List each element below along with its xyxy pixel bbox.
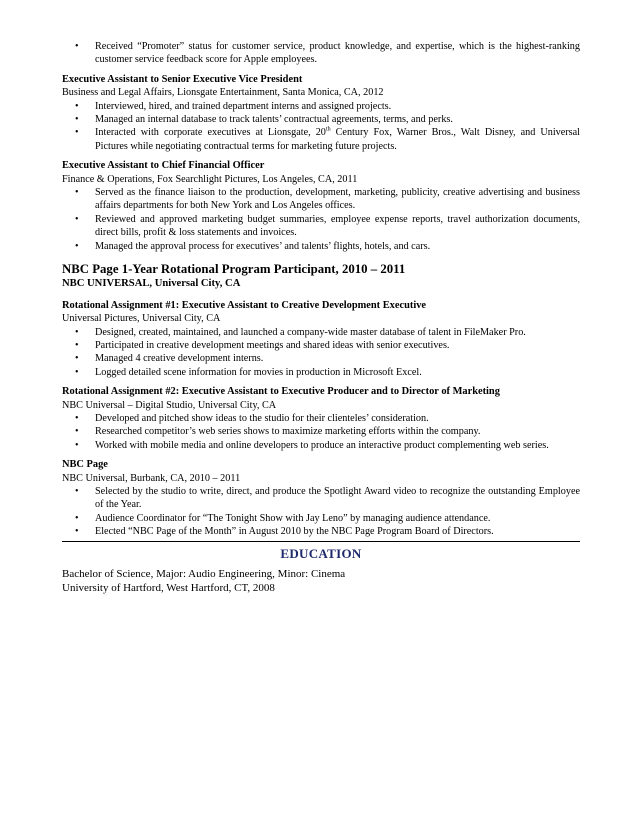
bullet-icon: •	[75, 426, 79, 438]
assignment-bullet-list	[62, 412, 580, 452]
job-title: Executive Assistant to Chief Financial Officer	[62, 160, 265, 172]
assignment-title: Rotational Assignment #2: Executive Assistant to Executive Producer and to Director of Marketing	[62, 386, 500, 398]
bullet-icon: •	[75, 240, 79, 252]
bullet-icon: •	[75, 353, 79, 365]
bullet-icon: •	[75, 526, 79, 538]
assignment-subtitle: NBC Universal, Burbank, CA, 2010 – 2011	[62, 472, 241, 484]
job-title: Executive Assistant to Senior Executive Vice President	[62, 73, 303, 85]
list-item: • Interviewed, hired, and trained department interns and assigned projects.	[75, 100, 392, 112]
list-item	[75, 126, 580, 153]
bullet-icon: •	[75, 187, 79, 199]
bullet-icon: •	[75, 127, 79, 139]
bullet-icon: •	[75, 41, 79, 52]
bullet-icon: •	[75, 213, 79, 225]
resume-page	[62, 40, 580, 595]
apple-bullet-list	[62, 40, 580, 67]
list-item: • Worked with mobile media and online developers to produce an interactive product complementing web series.	[75, 439, 549, 451]
bullet-icon: •	[75, 326, 79, 338]
section-divider	[62, 541, 580, 542]
list-item: • Managed an internal database to track talents’ contractual agreements, terms, and perks.	[75, 114, 453, 126]
assignment-bullet-list	[62, 485, 580, 539]
assignment-subtitle: NBC Universal – Digital Studio, Universal City, CA	[62, 399, 277, 411]
bullet-icon: •	[75, 100, 79, 112]
bullet-icon: •	[75, 412, 79, 424]
assignment-bullet-list	[62, 326, 580, 380]
list-item: • Served as the finance liaison to the production, development, marketing, publicity, creative advertising and business affairs departments for both New York and Los Angeles offices.	[75, 187, 580, 212]
nbc-section	[62, 261, 580, 539]
list-item: • Managed the approval process for executives’ and talents’ flights, hotels, and cars.	[75, 240, 431, 252]
superscript-text: Interacted with corporate executives at Lionsgate, 20th Century Fox, Warner Bros., Walt Disney, and Universal Pictures while negotiating contractual terms for marketing future projects.	[95, 127, 580, 152]
list-item: • Managed 4 creative development interns.	[75, 353, 264, 365]
list-item: • Designed, created, maintained, and launched a company-wide master database of talent in FileMaker Pro.	[75, 326, 526, 338]
list-item: • Reviewed and approved marketing budget summaries, employee expense reports, travel authorization documents, direct bills, profit & loss statements and invoices.	[75, 213, 580, 239]
education-school: University of Hartford, West Hartford, CT, 2008	[62, 581, 275, 594]
list-item: • Received “Promoter” status for customer service, product knowledge, and expertise, which is the highest-ranking customer service feedback score for Apple employees.	[75, 41, 580, 66]
job-fox-searchlight	[62, 159, 580, 253]
list-item: • Researched competitor’s web series shows to maximize marketing efforts within the company.	[75, 426, 481, 438]
education-degree: Bachelor of Science, Major: Audio Engineering, Minor: Cinema	[62, 567, 346, 580]
job-subtitle: Business and Legal Affairs, Lionsgate Entertainment, Santa Monica, CA, 2012	[62, 87, 384, 99]
bullet-icon: •	[75, 485, 79, 497]
bullet-icon: •	[75, 339, 79, 351]
assignment-subtitle: Universal Pictures, Universal City, CA	[62, 313, 221, 325]
list-item: • Participated in creative development meetings and shared ideas with senior executives.	[75, 339, 450, 351]
list-item: • Logged detailed scene information for movies in production in Microsoft Excel.	[75, 366, 422, 378]
bullet-icon: •	[75, 439, 79, 451]
assignment-2	[62, 385, 580, 452]
job-bullet-list	[62, 186, 580, 253]
bullet-icon: •	[75, 512, 79, 524]
job-subtitle: Finance & Operations, Fox Searchlight Pictures, Los Angeles, CA, 2011	[62, 173, 358, 185]
list-item: • Elected “NBC Page of the Month” in August 2010 by the NBC Page Program Board of Directors.	[75, 526, 494, 538]
nbc-company: NBC UNIVERSAL, Universal City, CA	[62, 278, 241, 290]
education-heading: EDUCATION	[280, 545, 362, 561]
list-item: • Developed and pitched show ideas to the studio for their clienteles’ consideration.	[75, 412, 429, 424]
nbc-heading: NBC Page 1-Year Rotational Program Participant, 2010 – 2011	[62, 262, 406, 277]
job-bullet-list	[62, 100, 580, 154]
assignment-title: NBC Page	[62, 459, 108, 471]
assignment-nbc-page	[62, 458, 580, 538]
assignment-title: Rotational Assignment #1: Executive Assistant to Creative Development Executive	[62, 299, 427, 311]
assignment-1	[62, 299, 580, 379]
job-lionsgate	[62, 73, 580, 153]
bullet-icon: •	[75, 114, 79, 126]
bullet-icon: •	[75, 366, 79, 378]
list-item: • Selected by the studio to write, direct, and produce the Spotlight Award video to recognize the outstanding Employee of the Year.	[75, 485, 580, 511]
list-item: • Audience Coordinator for “The Tonight Show with Jay Leno” by managing audience attendance.	[75, 512, 491, 524]
